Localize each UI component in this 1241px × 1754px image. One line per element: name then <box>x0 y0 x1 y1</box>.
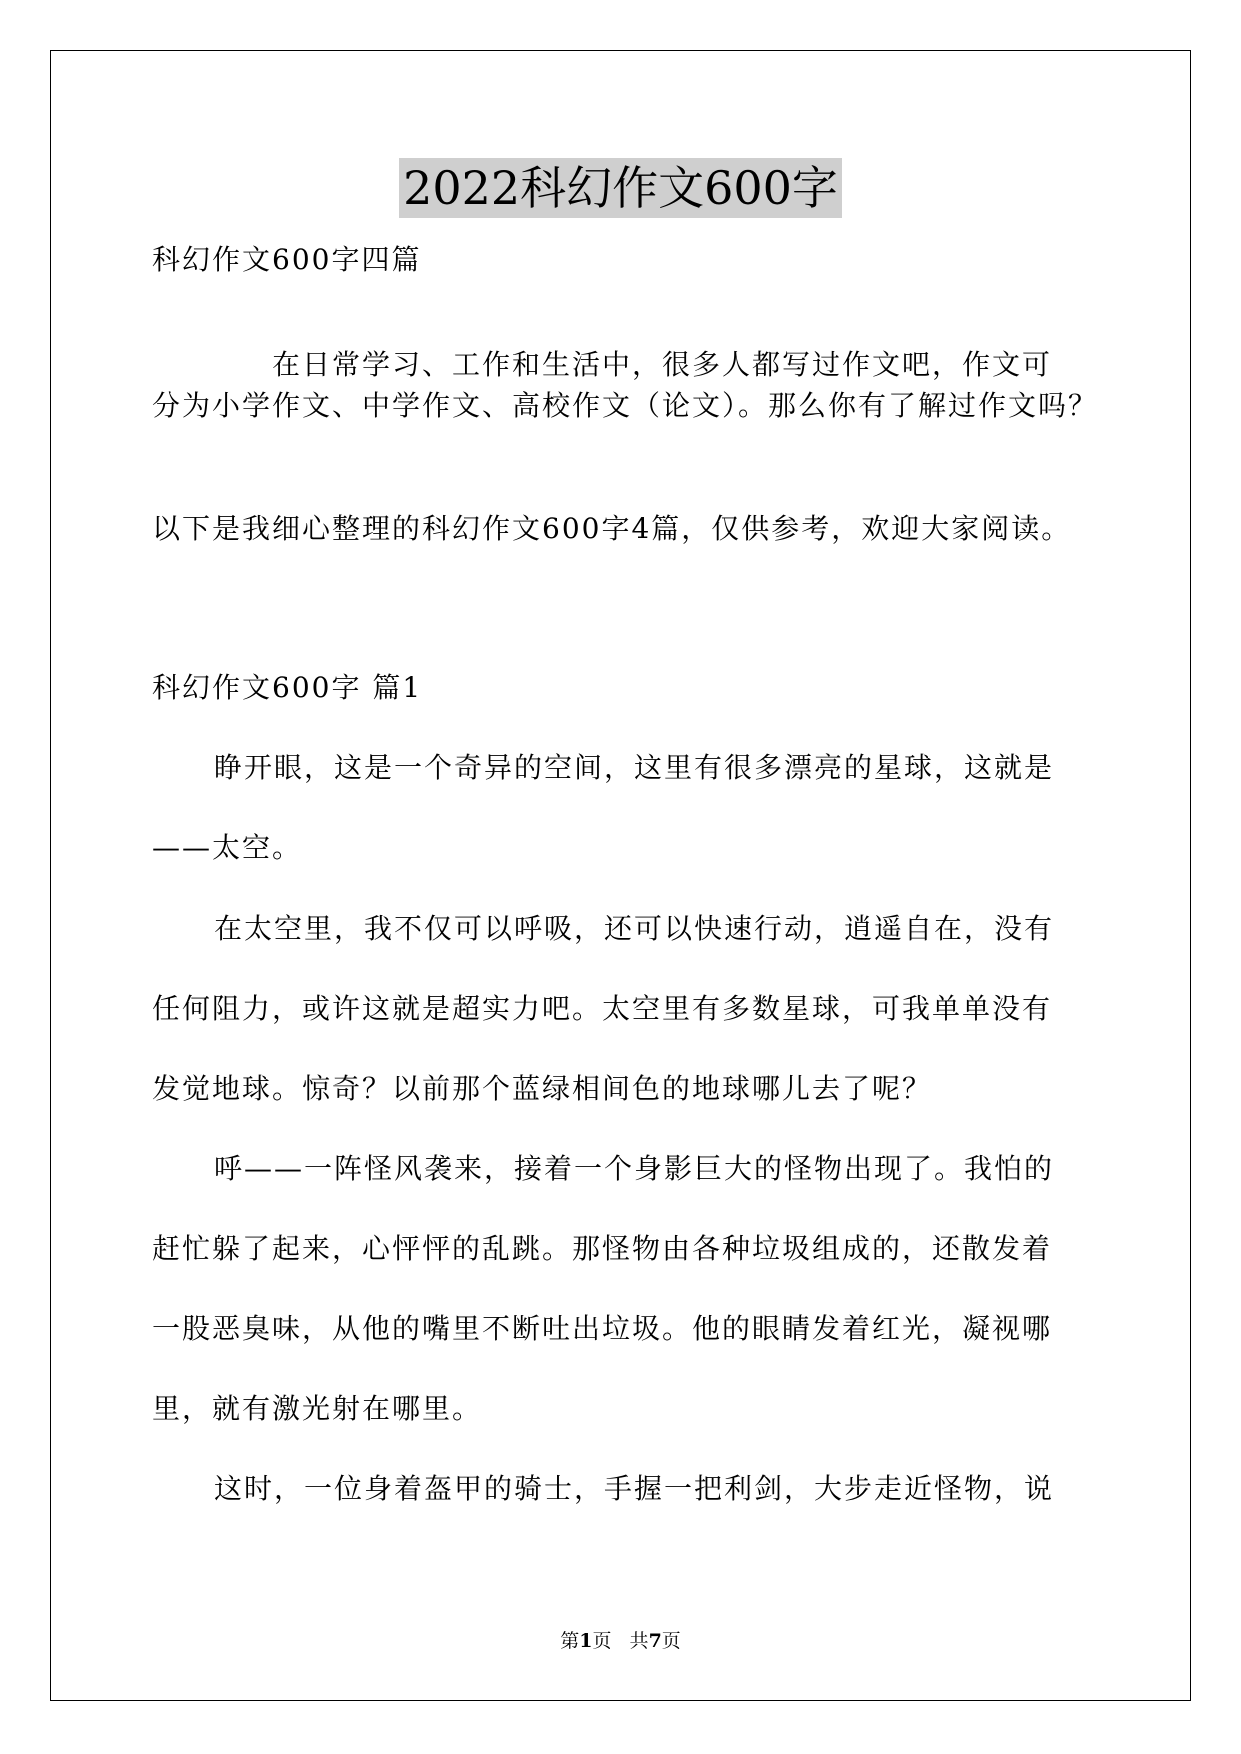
page-border <box>50 50 1191 1701</box>
footer-middle: 页 共 <box>592 1630 649 1652</box>
intro-line: 分为小学作文、中学作文、高校作文（论文）。那么你有了解过作文吗？ <box>152 389 1099 422</box>
footer-total-pages: 7 <box>648 1630 662 1652</box>
page-footer <box>0 1628 1241 1654</box>
body-line: 睁开眼，这是一个奇异的空间，这里有很多漂亮的星球，这就是 <box>214 751 1055 784</box>
intro-line: 以下是我细心整理的科幻作文600字4篇，仅供参考，欢迎大家阅读。 <box>152 512 1072 545</box>
intro-line: 在日常学习、工作和生活中，很多人都写过作文吧，作文可 <box>272 348 1053 381</box>
body-line: 赶忙躲了起来，心怦怦的乱跳。那怪物由各种垃圾组成的，还散发着 <box>152 1232 1053 1265</box>
body-line: 里，就有激光射在哪里。 <box>152 1392 483 1425</box>
footer-page-number: 1 <box>579 1630 593 1652</box>
body-line: 发觉地球。惊奇？以前那个蓝绿相间色的地球哪儿去了呢？ <box>152 1072 933 1105</box>
footer-prefix: 第 <box>560 1630 580 1652</box>
body-line: 一股恶臭味，从他的嘴里不断吐出垃圾。他的眼睛发着红光，凝视哪 <box>152 1312 1053 1345</box>
body-line: ——太空。 <box>152 831 303 864</box>
body-line: 任何阻力，或许这就是超实力吧。太空里有多数星球，可我单单没有 <box>152 992 1053 1025</box>
section-heading: 科幻作文600字 篇1 <box>152 671 423 704</box>
footer-suffix: 页 <box>661 1630 681 1652</box>
body-line: 呼——一阵怪风袭来，接着一个身影巨大的怪物出现了。我怕的 <box>214 1152 1055 1185</box>
body-line: 在太空里，我不仅可以呼吸，还可以快速行动，逍遥自在，没有 <box>214 912 1055 945</box>
document-subtitle: 科幻作文600字四篇 <box>152 243 422 276</box>
body-line: 这时，一位身着盔甲的骑士，手握一把利剑，大步走近怪物，说 <box>214 1472 1055 1505</box>
document-title: 2022科幻作文600字 <box>399 158 842 218</box>
title-container <box>0 158 1241 218</box>
